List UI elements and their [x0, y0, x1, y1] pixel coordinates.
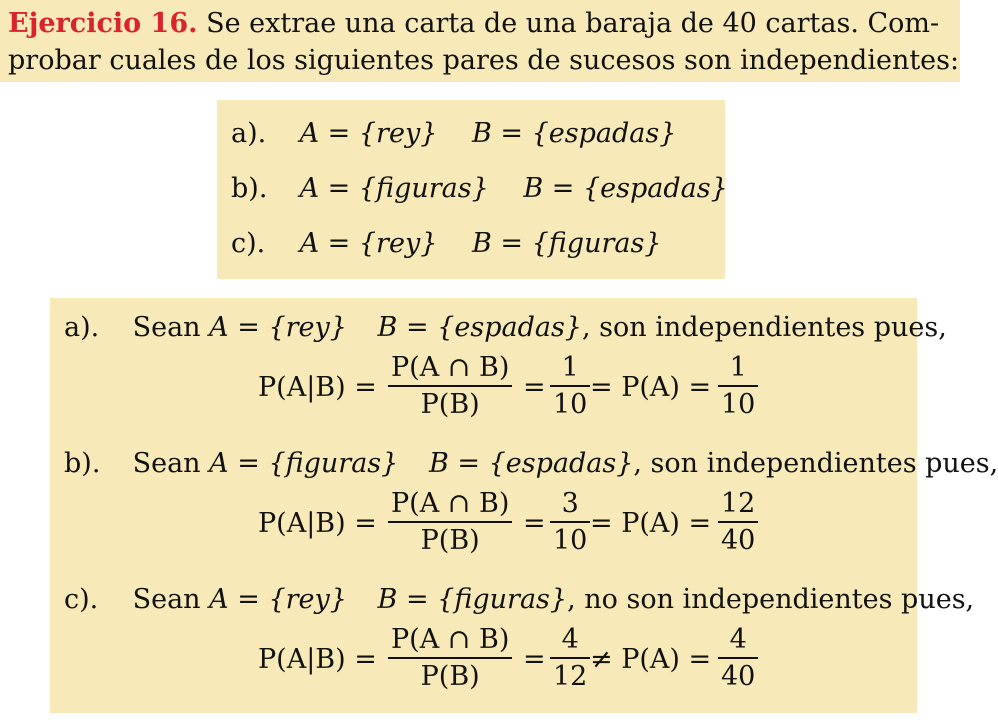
fraction-denominator: 12 [553, 661, 588, 692]
fraction-denominator: 10 [553, 389, 588, 420]
lhs: P(A|B) = [258, 372, 377, 403]
fraction-denominator: P(B) [420, 389, 480, 420]
header-line-1 [8, 10, 939, 37]
fraction-value [550, 490, 590, 554]
fraction-pa [718, 490, 758, 554]
fraction-denominator: P(B) [420, 525, 480, 556]
solution-conclusion: , son independientes pues, [582, 312, 947, 343]
header-line-2: probar cuales de los siguientes pares de sucesos son independientes: [8, 45, 960, 76]
fraction-numerator: 12 [721, 488, 756, 519]
exercise-header [0, 0, 960, 82]
statement-row-b [231, 175, 728, 202]
solution-set-b: B = {espadas} [377, 312, 582, 343]
equals-sign: = [523, 644, 546, 675]
sean-word: Sean [132, 448, 201, 479]
statement-set-a: A = {rey} [299, 118, 438, 149]
fraction-conditional [388, 354, 512, 418]
statement-set-b: B = {espadas} [523, 173, 728, 204]
solution-set-b: B = {figuras} [377, 584, 568, 615]
statement-label: b). [231, 173, 268, 204]
fraction-numerator: P(A ∩ B) [391, 352, 510, 383]
fraction-denominator: 40 [721, 661, 756, 692]
solution-conclusion: , no son independientes pues, [567, 584, 975, 615]
fraction-denominator: 10 [553, 525, 588, 556]
fraction-pa [718, 626, 758, 690]
solution-label: a). [64, 312, 100, 343]
fraction-denominator: P(B) [420, 661, 480, 692]
statement-set-b: B = {figuras} [471, 228, 662, 259]
solution-box [50, 298, 998, 713]
fraction-pa [718, 354, 758, 418]
fraction-value [550, 626, 590, 690]
sean-word: Sean [132, 584, 201, 615]
statement-set-a: A = {rey} [299, 228, 438, 259]
solution-label: b). [64, 448, 101, 479]
relation-pa: = P(A) = [590, 508, 712, 539]
exercise-label: Ejercicio 16. [8, 8, 198, 39]
solution-row-a [64, 314, 947, 341]
statement-box [217, 100, 728, 279]
solution-set-a: A = {rey} [209, 584, 347, 615]
relation-pa: ≠ P(A) = [590, 644, 712, 675]
fraction-numerator: 4 [561, 624, 579, 655]
lhs: P(A|B) = [258, 508, 377, 539]
statement-label: a). [231, 118, 267, 149]
statement-row-c [231, 230, 662, 257]
solution-set-b: B = {espadas} [428, 448, 634, 479]
solution-label: c). [64, 584, 99, 615]
fraction-numerator: P(A ∩ B) [391, 488, 510, 519]
sean-word: Sean [132, 312, 201, 343]
solution-set-a: A = {figuras} [209, 448, 399, 479]
fraction-value [550, 354, 590, 418]
statement-set-a: A = {figuras} [299, 173, 489, 204]
fraction-numerator: 4 [729, 624, 747, 655]
statement-label: c). [231, 228, 266, 259]
solution-row-b [64, 450, 998, 477]
fraction-numerator: 1 [561, 352, 579, 383]
solution-row-c [64, 586, 974, 613]
equals-sign: = [523, 508, 546, 539]
statement-set-b: B = {espadas} [471, 118, 677, 149]
equals-sign: = [523, 372, 546, 403]
fraction-denominator: 40 [721, 525, 756, 556]
relation-pa: = P(A) = [590, 372, 712, 403]
lhs: P(A|B) = [258, 644, 377, 675]
header-text-1: Se extrae una carta de una baraja de 40 cartas. Com- [197, 8, 940, 39]
fraction-numerator: P(A ∩ B) [391, 624, 510, 655]
fraction-numerator: 3 [561, 488, 579, 519]
fraction-denominator: 10 [721, 389, 756, 420]
solution-conclusion: , son independientes pues, [633, 448, 998, 479]
solution-set-a: A = {rey} [209, 312, 347, 343]
fraction-conditional [388, 490, 512, 554]
statement-row-a [231, 120, 676, 147]
fraction-numerator: 1 [729, 352, 747, 383]
fraction-conditional [388, 626, 512, 690]
